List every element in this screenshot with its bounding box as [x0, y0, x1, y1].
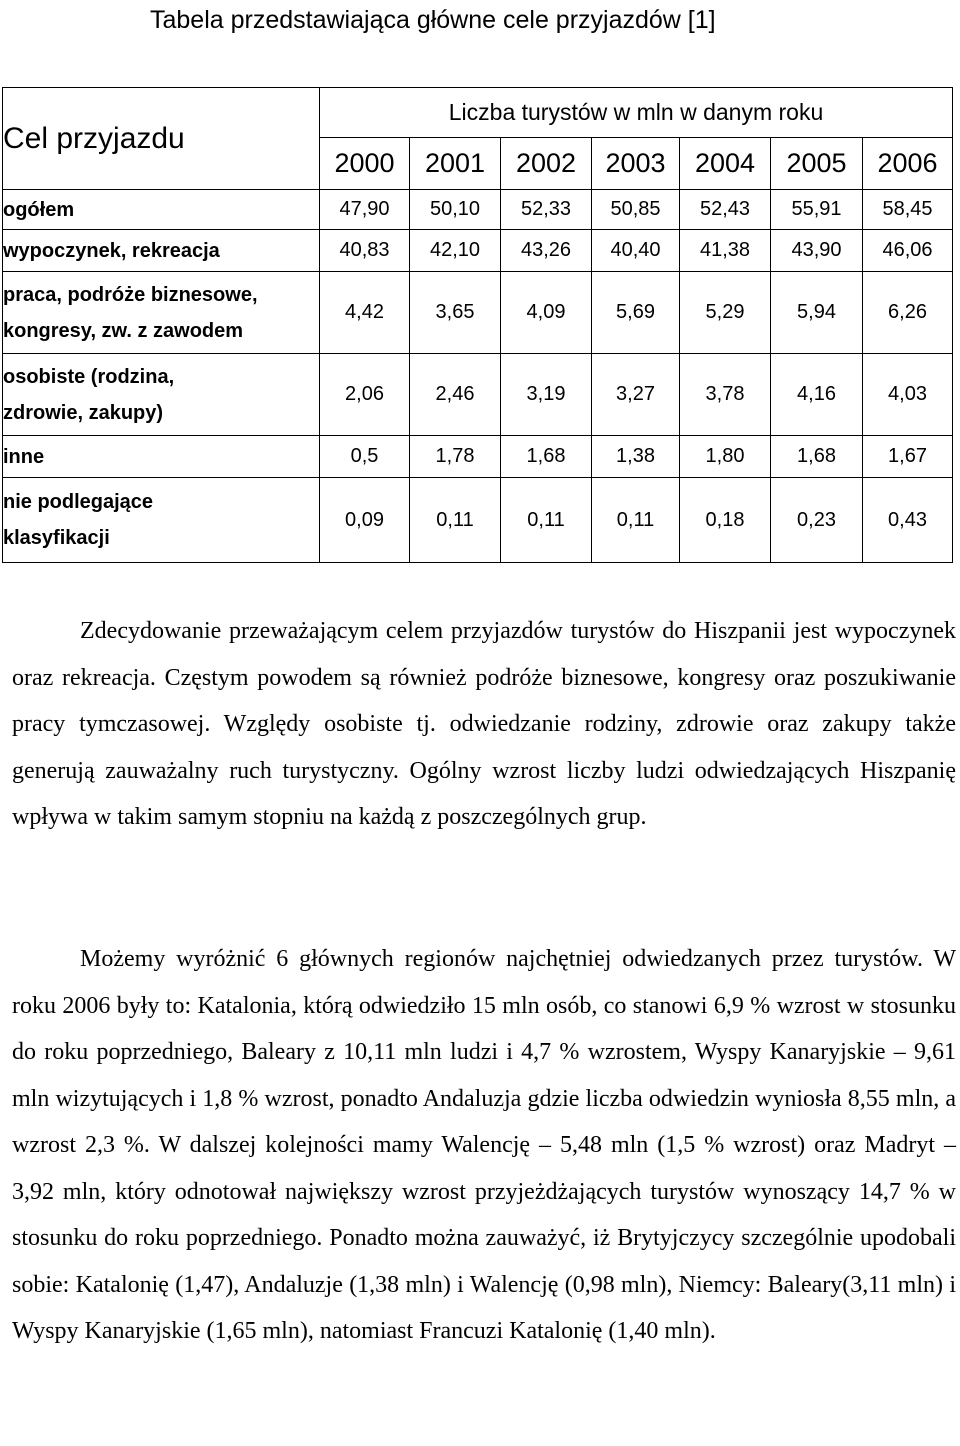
tourism-purpose-table — [2, 87, 953, 563]
year-header: 2004 — [680, 138, 771, 190]
table-row-nie-podlegajace — [3, 478, 953, 563]
table-cell: 3,78 — [680, 354, 771, 436]
year-header: 2003 — [592, 138, 680, 190]
paragraph-purposes: Zdecydowanie przeważającym celem przyjazdów turystów do Hiszpanii jest wypoczynek oraz rekreacja. Częstym powodem są również podróże biznesowe, kongresy oraz poszukiwanie pracy tymczasowej. Względy osobiste tj. odwiedzanie rodziny, zdrowie oraz zakupy także generują zauważalny ruch turystyczny. Ogólny wzrost liczby ludzi odwiedzających Hiszpanię wpływa w takim samym stopniu na każdą z poszczególnych grup. — [12, 618, 956, 830]
table-cell: 47,90 — [320, 190, 410, 230]
table-cell: 0,11 — [592, 478, 680, 563]
table-cell: 3,65 — [410, 272, 501, 354]
table-cell: 5,29 — [680, 272, 771, 354]
table-cell: 58,45 — [863, 190, 953, 230]
table-cell: 0,09 — [320, 478, 410, 563]
table-cell: 40,83 — [320, 230, 410, 272]
table-cell: 2,46 — [410, 354, 501, 436]
table-cell: 52,43 — [680, 190, 771, 230]
table-cell: 4,03 — [863, 354, 953, 436]
table-cell: 3,27 — [592, 354, 680, 436]
row-label: ogółem — [3, 190, 320, 230]
purpose-column-header: Cel przyjazdu — [3, 88, 320, 190]
table-cell: 41,38 — [680, 230, 771, 272]
table-cell: 50,10 — [410, 190, 501, 230]
table-cell: 2,06 — [320, 354, 410, 436]
table-cell: 0,11 — [410, 478, 501, 563]
table-row-ogolem — [3, 190, 953, 230]
table-row-praca — [3, 272, 953, 354]
table-cell: 0,18 — [680, 478, 771, 563]
table-cell: 5,69 — [592, 272, 680, 354]
year-header: 2005 — [771, 138, 863, 190]
table-cell: 5,94 — [771, 272, 863, 354]
tourists-group-header: Liczba turystów w mln w danym roku — [320, 88, 953, 138]
table-cell: 3,19 — [501, 354, 592, 436]
paragraph-regions: Możemy wyróżnić 6 głównych regionów najchętniej odwiedzanych przez turystów. W roku 2006 były to: Katalonia, którą odwiedziło 15 mln osób, co stanowi 6,9 % wzrost w stosunku do roku poprzedniego, Baleary z 10,11 mln ludzi i 4,7 % wzrostem, Wyspy Kanaryjskie – 9,61 mln wizytujących i 1,8 % wzrost, ponadto Andaluzja gdzie liczba odwiedzin wyniosła 8,55 mln, a wzrost 2,3 %. W dalszej kolejności mamy Walencję – 5,48 mln (1,5 % wzrost) oraz Madryt – 3,92 mln, który odnotował największy wzrost przyjeżdżających turystów wynoszący 14,7 % w stosunku do roku poprzedniego. Ponadto można zauważyć, iż Brytyjczycy szczególnie upodobali sobie: Katalonię (1,47), Andaluzje (1,38 mln) i Walencję (0,98 mln), Niemcy: Baleary(3,11 mln) i Wyspy Kanaryjskie (1,65 mln), natomiast Francuzi Katalonię (1,40 mln). — [12, 946, 956, 1344]
table-caption: Tabela przedstawiająca główne cele przyjazdów [1] — [150, 6, 716, 34]
table-cell: 4,09 — [501, 272, 592, 354]
year-header: 2006 — [863, 138, 953, 190]
table-cell: 46,06 — [863, 230, 953, 272]
table-cell: 43,26 — [501, 230, 592, 272]
table-row-osobiste — [3, 354, 953, 436]
table-cell: 4,16 — [771, 354, 863, 436]
table-row-inne — [3, 436, 953, 478]
table-cell: 1,80 — [680, 436, 771, 478]
year-header: 2000 — [320, 138, 410, 190]
year-header: 2002 — [501, 138, 592, 190]
year-header: 2001 — [410, 138, 501, 190]
table-cell: 0,23 — [771, 478, 863, 563]
table-cell: 0,43 — [863, 478, 953, 563]
table-cell: 1,68 — [771, 436, 863, 478]
table-cell: 55,91 — [771, 190, 863, 230]
table-cell: 4,42 — [320, 272, 410, 354]
table-cell: 43,90 — [771, 230, 863, 272]
row-label: osobiste (rodzina, zdrowie, zakupy) — [3, 354, 320, 436]
table-cell: 1,68 — [501, 436, 592, 478]
table-cell: 40,40 — [592, 230, 680, 272]
table-cell: 50,85 — [592, 190, 680, 230]
table-cell: 1,38 — [592, 436, 680, 478]
table-cell: 1,67 — [863, 436, 953, 478]
table-cell: 52,33 — [501, 190, 592, 230]
table-row-wypoczynek — [3, 230, 953, 272]
table-cell: 42,10 — [410, 230, 501, 272]
row-label: nie podlegające klasyfikacji — [3, 478, 320, 563]
row-label: wypoczynek, rekreacja — [3, 230, 320, 272]
table-cell: 1,78 — [410, 436, 501, 478]
table-cell: 6,26 — [863, 272, 953, 354]
table-cell: 0,11 — [501, 478, 592, 563]
row-label: praca, podróże biznesowe, kongresy, zw. z zawodem — [3, 272, 320, 354]
table-cell: 0,5 — [320, 436, 410, 478]
row-label: inne — [3, 436, 320, 478]
